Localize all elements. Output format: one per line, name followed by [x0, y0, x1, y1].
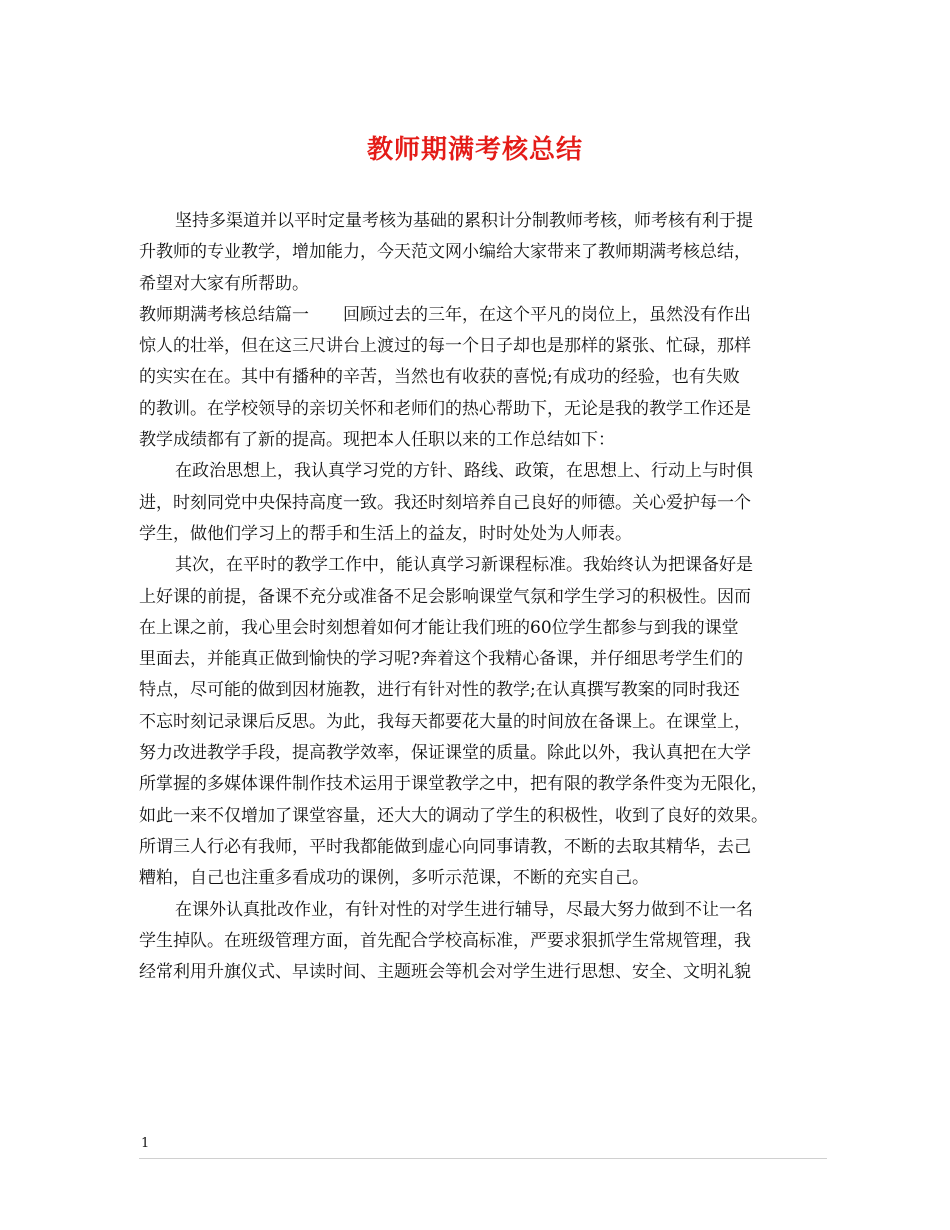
text-line: 惊人的壮举，但在这三尺讲台上渡过的每一个日子却也是那样的紧张、忙碌，那样 [139, 336, 751, 357]
text-line: 经常利用升旗仪式、早读时间、主题班会等机会对学生进行思想、安全、文明礼貌 [139, 962, 751, 983]
text-line: 特点，尽可能的做到因材施教，进行有针对性的教学;在认真撰写教案的同时我还 [139, 680, 740, 701]
text-line: 进，时刻同党中央保持高度一致。我还时刻培养自己良好的师德。关心爱护每一个 [139, 492, 751, 513]
paragraph-intro [139, 206, 829, 300]
text-line: 升教师的专业教学，增加能力，今天范文网小编给大家带来了教师期满考核总结， [139, 242, 751, 263]
text-line: 在政治思想上，我认真学习党的方针、路线、政策，在思想上、行动上与时俱 [175, 461, 753, 482]
text-line: 在上课之前，我心里会时刻想着如何才能让我们班的60位学生都参与到我的课堂 [139, 617, 739, 638]
text-line: 所掌握的多媒体课件制作技术运用于课堂教学之中，把有限的教学条件变为无限化， [139, 774, 768, 795]
text-line: 教师期满考核总结篇一 回顾过去的三年，在这个平凡的岗位上，虽然没有作出 [139, 304, 751, 325]
text-line: 在课外认真批改作业，有针对性的对学生进行辅导，尽最大努力做到不让一名 [175, 899, 753, 920]
text-line: 糟粕，自己也注重多看成功的课例，多听示范课，不断的充实自己。 [139, 868, 649, 889]
paragraph-homework [139, 895, 829, 989]
document-title: 教师期满考核总结 [366, 135, 583, 165]
text-line: 所谓三人行必有我师，平时我都能做到虚心向同事请教，不断的去取其精华，去己 [139, 836, 751, 857]
paragraph-political [139, 456, 829, 550]
text-line: 其次，在平时的教学工作中，能认真学习新课程标准。我始终认为把课备好是 [175, 555, 753, 576]
text-line: 不忘时刻记录课后反思。为此，我每天都要花大量的时间放在备课上。在课堂上， [139, 711, 751, 732]
text-line: 里面去，并能真正做到愉快的学习呢?奔着这个我精心备课，并仔细思考学生们的 [139, 649, 744, 670]
text-line: 教学成绩都有了新的提高。现把本人任职以来的工作总结如下： [139, 430, 615, 451]
text-line: 的实实在在。其中有播种的辛苦，当然也有收获的喜悦;有成功的经验，也有失败 [139, 367, 740, 388]
text-line: 坚持多渠道并以平时定量考核为基础的累积计分制教师考核，师考核有利于提 [175, 211, 753, 231]
paragraph-part-one [139, 300, 829, 456]
page-number: 1 [141, 1136, 150, 1151]
footer-divider [139, 1158, 827, 1159]
text-line: 学生，做他们学习上的帮手和生活上的益友，时时处处为人师表。 [139, 523, 632, 544]
text-line: 的教训。在学校领导的亲切关怀和老师们的热心帮助下，无论是我的教学工作还是 [139, 398, 751, 419]
text-line: 希望对大家有所帮助。 [139, 273, 309, 294]
text-line: 如此一来不仅增加了课堂容量，还大大的调动了学生的积极性，收到了良好的效果。 [139, 805, 768, 826]
text-line: 学生掉队。在班级管理方面，首先配合学校高标准，严要求狠抓学生常规管理，我 [139, 930, 751, 951]
paragraph-teaching [139, 550, 829, 894]
document-body [139, 206, 829, 988]
text-line: 上好课的前提，备课不充分或准备不足会影响课堂气氛和学生学习的积极性。因而 [139, 586, 751, 607]
text-line: 努力改进教学手段，提高教学效率，保证课堂的质量。除此以外，我认真把在大学 [139, 743, 751, 764]
